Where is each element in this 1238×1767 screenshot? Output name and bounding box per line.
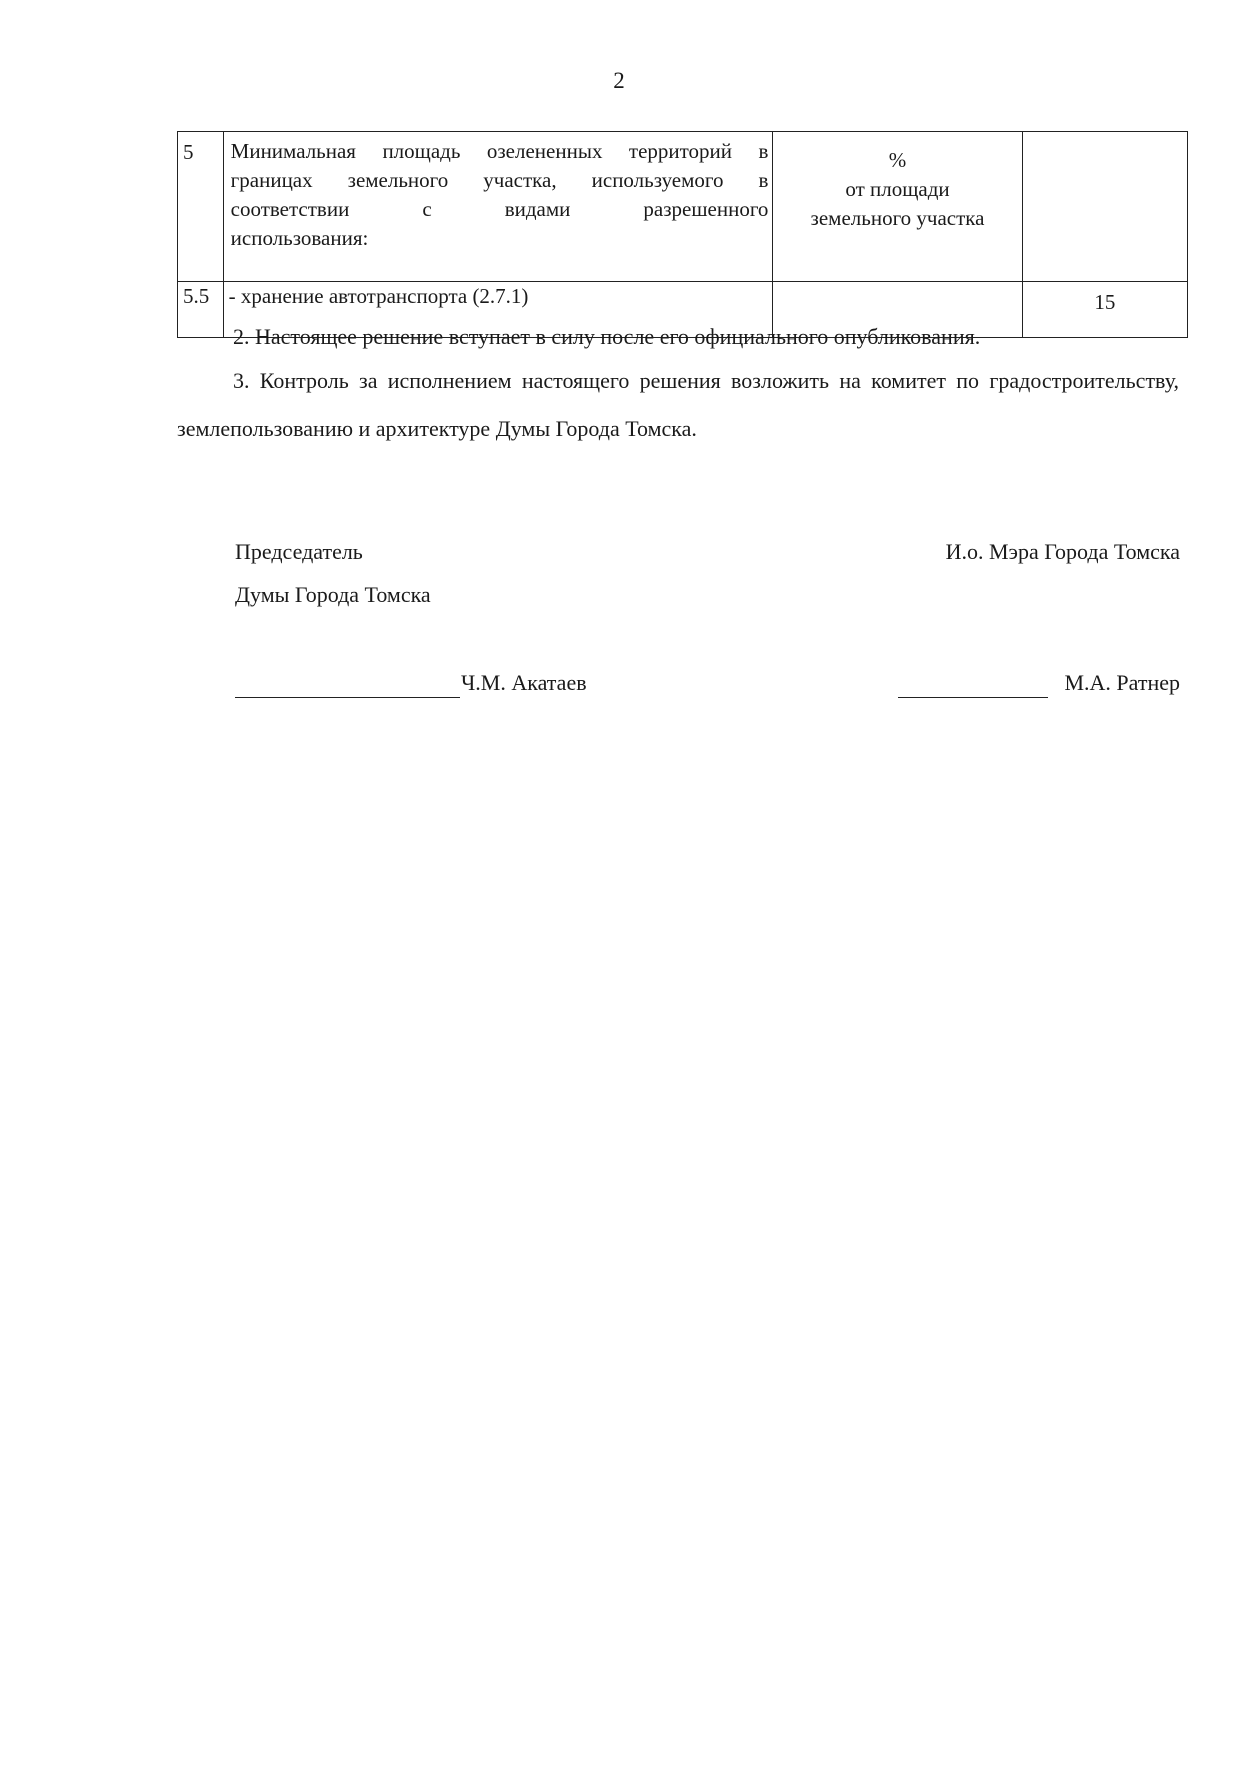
row-number: 5: [178, 132, 224, 282]
table-row: [178, 132, 1188, 282]
description-line: соответствии с видами разрешенного: [230, 197, 769, 221]
chair-title-line1: Председатель: [235, 539, 363, 564]
description-line: границах земельного участка, используемого в: [230, 168, 769, 192]
paragraph-2: 2. Настоящее решение вступает в силу после его официального опубликования.: [233, 324, 981, 349]
unit-line: от площади: [845, 177, 950, 201]
unit-line: %: [888, 148, 907, 172]
mayor-title: И.о. Мэра Города Томска: [945, 539, 1180, 564]
row-description: - хранение автотранспорта (2.7.1): [223, 282, 773, 338]
description-line: использования:: [230, 226, 369, 250]
chair-name: Ч.М. Акатаев: [461, 670, 587, 695]
unit-line: земельного участка: [810, 206, 985, 230]
row-description: [223, 132, 773, 282]
row-value: 15: [1022, 282, 1187, 338]
paragraph-3: 3. Контроль за исполнением настоящего решения возложить на комитет по градостроительству, землепользованию и архитектуре Думы Города Томска.: [177, 368, 1179, 441]
page-number: 2: [613, 68, 625, 93]
row-number: 5.5: [178, 282, 224, 338]
chair-signature-line: [235, 697, 460, 698]
norms-table: [177, 131, 1188, 338]
row-unit: [773, 132, 1022, 282]
description-line: Минимальная площадь озелененных территорий в: [230, 139, 769, 163]
row-value: [1022, 132, 1187, 282]
mayor-signature-line: [898, 697, 1048, 698]
chair-title-line2: Думы Города Томска: [235, 582, 431, 607]
mayor-name: М.А. Ратнер: [1064, 670, 1180, 695]
